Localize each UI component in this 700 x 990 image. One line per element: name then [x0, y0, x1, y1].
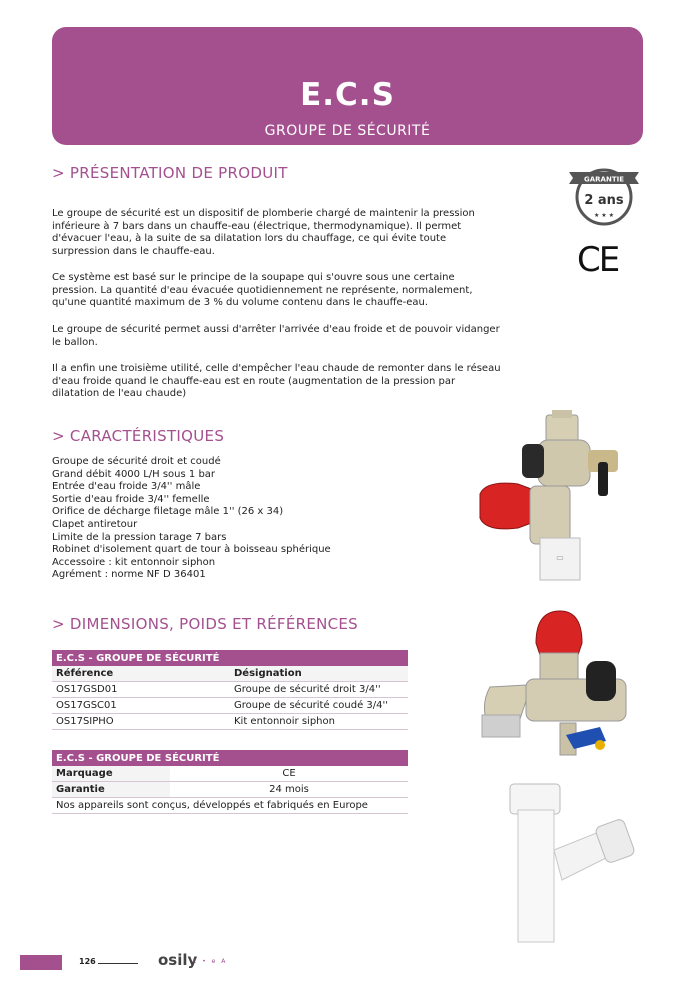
paragraph-3: Le groupe de sécurité permet aussi d'arrêter l'arrivée d'eau froide et de pouvoir vidanger le ballon. [52, 324, 500, 348]
badge-top-text: GARANTIE [584, 175, 624, 184]
references-table [52, 650, 408, 730]
feature-item: Sortie d'eau froide 3/4'' femelle [52, 493, 210, 505]
paragraph-2: Ce système est basé sur le principe de la soupape qui s'ouvre sous une certaine pression. La quantité d'eau évacuée quotidiennement ne représente, normalement, qu'une quantité maximum de 3 % du volume contenu dans le chauffe-eau. [52, 272, 473, 308]
table-row [52, 714, 408, 730]
table-row [52, 782, 408, 798]
brand-logo-dots: c • e A [193, 958, 228, 965]
feature-item: Grand débit 4000 L/H sous 1 bar [52, 468, 216, 480]
ref-cell: OS17GSC01 [52, 698, 230, 714]
page-subtitle: GROUPE DE SÉCURITÉ [264, 123, 431, 139]
ref-cell: OS17SIPHO [52, 714, 230, 730]
feature-item: Orifice de décharge filetage mâle 1'' (26 x 34) [52, 506, 284, 518]
feature-item: Accessoire : kit entonnoir siphon [52, 556, 216, 568]
col-header-desc: Désignation [230, 666, 408, 682]
label-cell: Garantie [52, 782, 170, 798]
section-title-dimensions: > DIMENSIONS, POIDS ET RÉFÉRENCES [52, 615, 359, 633]
note-cell: Nos appareils sont conçus, développés et fabriqués en Europe [52, 798, 408, 814]
feature-item: Agrément : norme NF D 36401 [52, 569, 206, 581]
desc-cell: Groupe de sécurité droit 3/4'' [230, 682, 408, 698]
page-title: E.C.S [300, 77, 395, 113]
table-row [52, 698, 408, 714]
guarantee-badge-icon [565, 164, 643, 228]
value-cell: 24 mois [170, 782, 408, 798]
svg-text:▭: ▭ [556, 553, 564, 562]
footer-divider [98, 963, 138, 964]
paragraph-4: Il a enfin une troisième utilité, celle d'empêcher l'eau chaude de remonter dans le réseau d'eau froide quand le chauffe-eau est en route (augmentation de la pression par dilatation de l'eau chaude) [52, 363, 501, 399]
brand-logo: osily [158, 951, 198, 969]
label-cell: Marquage [52, 766, 170, 782]
feature-item: Groupe de sécurité droit et coudé [52, 456, 221, 467]
page-number: 126 [79, 957, 96, 966]
safety-group-elbow-image [470, 605, 640, 765]
safety-group-image [478, 410, 638, 585]
feature-item: Limite de la pression tarage 7 bars [52, 531, 227, 543]
section-title-presentation: > PRÉSENTATION DE PRODUIT [52, 164, 288, 182]
table-heading: E.C.S - GROUPE DE SÉCURITÉ [52, 750, 408, 766]
header-banner [52, 27, 643, 145]
ce-mark-icon: CE [577, 240, 619, 280]
section-title-characteristics: > CARACTÉRISTIQUES [52, 427, 225, 445]
funnel-siphon-image [500, 780, 640, 945]
feature-item: Entrée d'eau froide 3/4'' mâle [52, 481, 201, 493]
features-list [52, 456, 382, 582]
footer-bar [20, 955, 62, 970]
table-row [52, 766, 408, 782]
desc-cell: Kit entonnoir siphon [230, 714, 408, 730]
value-cell: CE [170, 766, 408, 782]
table-row [52, 798, 408, 814]
table-heading: E.C.S - GROUPE DE SÉCURITÉ [52, 650, 408, 666]
ref-cell: OS17GSD01 [52, 682, 230, 698]
badge-main-text: 2 ans [584, 193, 624, 208]
paragraph-1: Le groupe de sécurité est un dispositif de plomberie chargé de maintenir la pression inférieure à 7 bars dans un chauffe-eau (électrique, thermodynamique). Il permet d'évacuer l'eau, à la suite de sa dilatation lors du chauffage, ce qui évite toute surpression dans le chauffe-eau. [52, 208, 475, 257]
feature-item: Robinet d'isolement quart de tour à boisseau sphérique [52, 544, 331, 556]
col-header-ref: Référence [52, 666, 230, 682]
desc-cell: Groupe de sécurité coudé 3/4'' [230, 698, 408, 714]
badge-stars: ★ ★ ★ [594, 212, 614, 219]
feature-item: Clapet antiretour [52, 518, 138, 530]
table-row [52, 682, 408, 698]
info-table [52, 750, 408, 814]
